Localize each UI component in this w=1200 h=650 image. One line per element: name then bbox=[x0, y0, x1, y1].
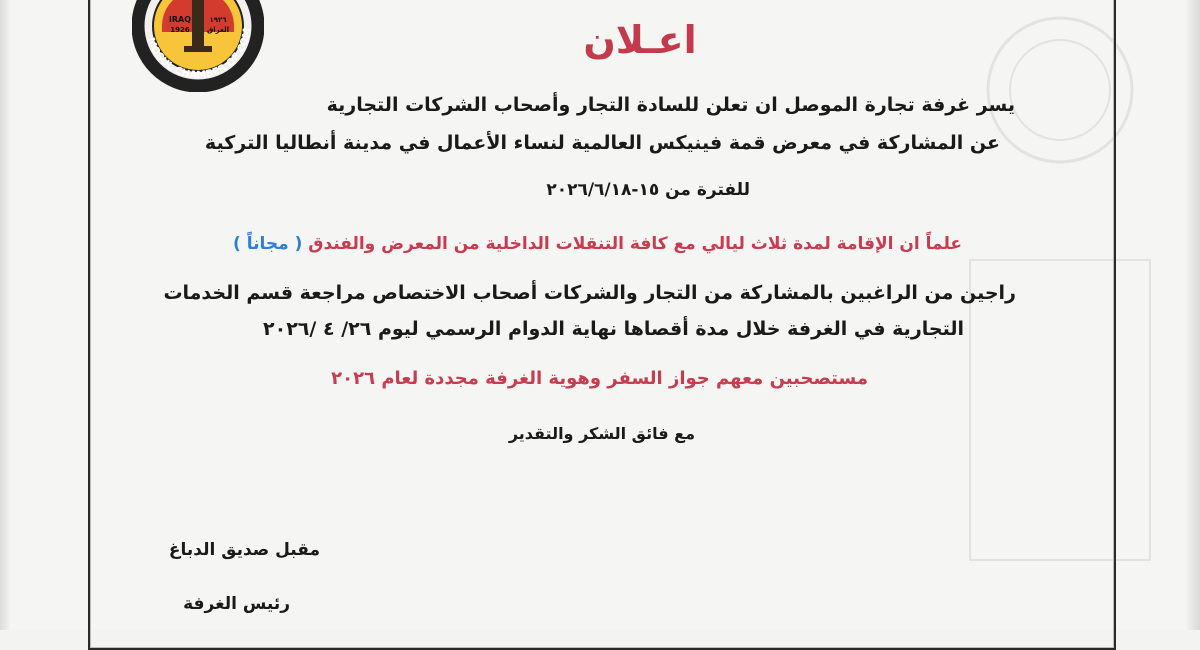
body-line-2: عن المشاركة في معرض قمة فينيكس العالمية لنساء الأعمال في مدينة أنطاليا التركية bbox=[204, 132, 1000, 154]
signatory-role: رئيس الغرفة bbox=[183, 594, 290, 614]
body-line-1: يسر غرفة تجارة الموصل ان تعلن للسادة التجار وأصحاب الشركات التجارية bbox=[326, 94, 1015, 116]
body-line-3: راجين من الراغبين بالمشاركة من التجار والشركات أصحاب الاختصاص مراجعة قسم الخدمات bbox=[163, 282, 1016, 304]
scan-edge-left bbox=[0, 0, 10, 630]
seal-org-text: MOSUL CHAMBER OF COM bbox=[144, 27, 254, 82]
signatory-name: مقبل صديق الدباغ bbox=[168, 540, 320, 560]
seal-year-en: 1926 bbox=[170, 26, 190, 34]
closing-line: مع فائق الشكر والتقدير bbox=[508, 424, 695, 443]
accommodation-note-text: علماً ان الإقامة لمدة ثلاث ليالي مع كافة التنقلات الداخلية من المعرض والفندق bbox=[308, 234, 962, 254]
seal-year-ar: ١٩٢٦ bbox=[209, 16, 227, 24]
requirement-line: مستصحبين معهم جواز السفر وهوية الغرفة مجددة لعام ٢٠٢٦ bbox=[331, 368, 868, 389]
seal-country-ar: العراق bbox=[207, 26, 229, 34]
chamber-seal-logo bbox=[132, 0, 264, 92]
period-line: للفترة من ١٥-٢٠٢٦/٦/١٨ bbox=[546, 180, 750, 200]
announcement-title: اعـلان bbox=[583, 18, 697, 62]
accommodation-note bbox=[233, 234, 962, 254]
free-label: ( مجاناً ) bbox=[233, 234, 303, 254]
seal-country-en: IRAQ bbox=[168, 15, 192, 24]
body-line-4: التجارية في الغرفة خلال مدة أقصاها نهاية الدوام الرسمي ليوم ٢٦/ ٤ /٢٠٢٦ bbox=[263, 318, 964, 340]
